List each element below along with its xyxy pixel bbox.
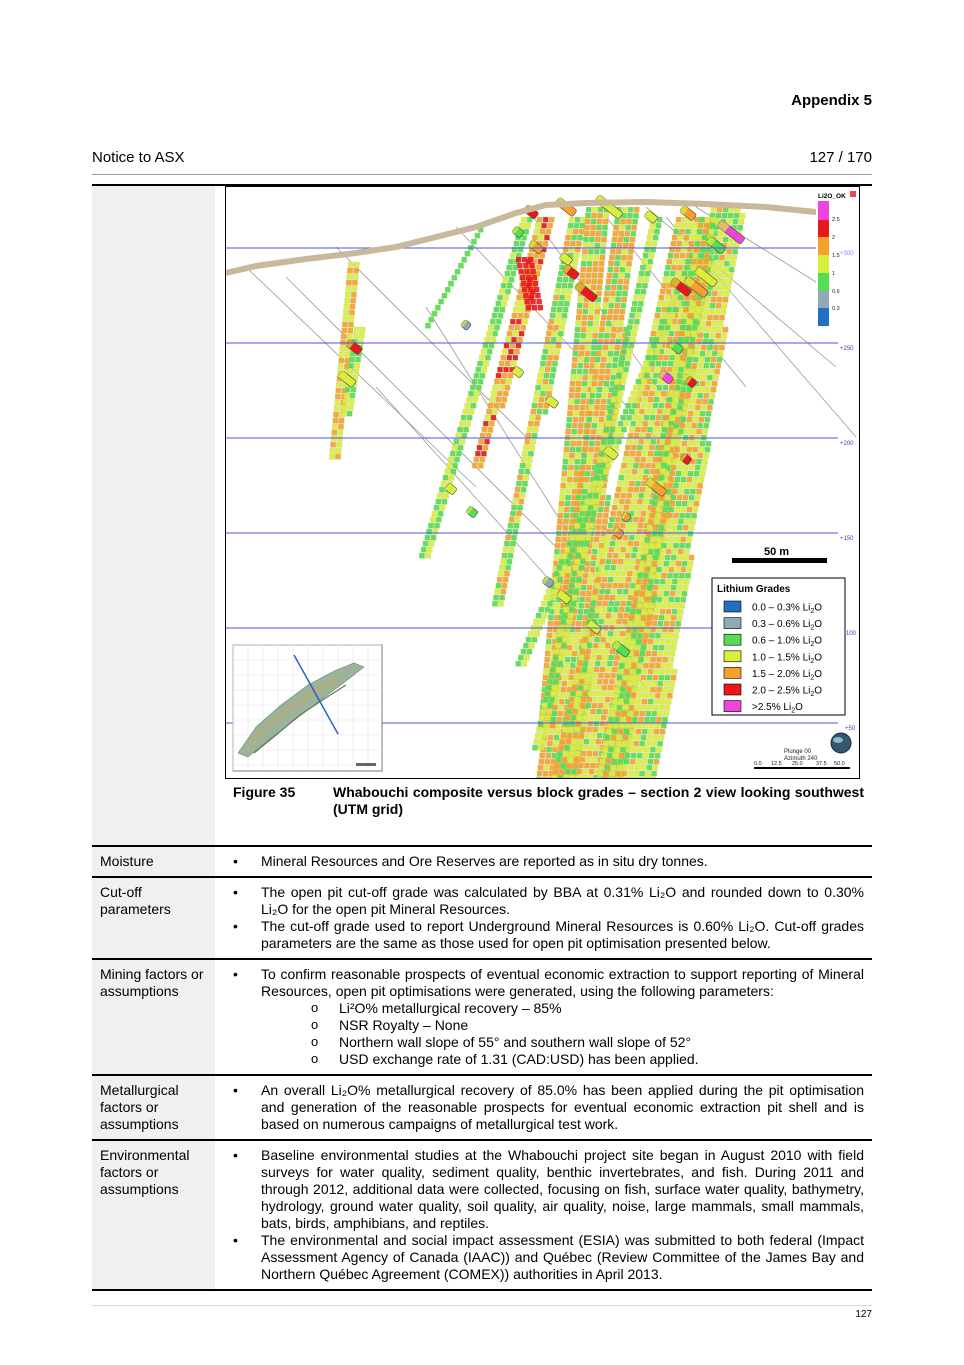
figure-row <box>92 184 872 845</box>
inset-plan-view <box>233 645 382 771</box>
appendix-label: Appendix 5 <box>791 92 872 109</box>
criteria-commentary <box>215 846 872 877</box>
legend-label: >2.5% $Li_2O$ <box>752 702 803 715</box>
colorbar-tick: 1.5 <box>832 253 840 259</box>
figure-number: Figure 35 <box>233 784 296 800</box>
bullet-text: The cut-off grade used to report Underground Mineral Resources is 0.60% Li₂O. Cut-off grades parameters are the same as those used for open pit optimisation presented below. <box>261 918 864 951</box>
figure-label-cell <box>92 184 215 845</box>
sub-list-item: o USD exchange rate of 1.31 (CAD:USD) has been applied. <box>261 1051 864 1068</box>
criteria-label: Mining factors or assumptions <box>92 959 215 1075</box>
elevation-label: +50 <box>845 726 856 732</box>
criteria-label: Metallurgical factors or assumptions <box>92 1075 215 1140</box>
elevation-label: 100 <box>846 631 857 637</box>
criteria-commentary <box>215 1140 872 1290</box>
legend-swatch <box>724 667 741 678</box>
legend-swatch <box>724 651 741 662</box>
bullet-list <box>229 1082 864 1133</box>
table-row <box>92 1075 872 1140</box>
footer-divider <box>92 1305 872 1306</box>
lithium-grades-legend <box>712 578 845 715</box>
legend-swatch <box>724 601 741 612</box>
orientation-globe-icon <box>831 733 851 753</box>
scale-tick: 37.5 <box>816 761 827 767</box>
elevation-label: +200 <box>840 441 854 447</box>
legend-swatch <box>724 634 741 645</box>
sub-list-item: o Li²O% metallurgical recovery – 85% <box>261 1000 864 1017</box>
table-row <box>92 959 872 1075</box>
list-item <box>229 1082 864 1133</box>
bullet-list <box>229 966 864 1068</box>
scale-tick: 12.5 <box>771 761 782 767</box>
sub-bullet-list <box>261 1000 864 1068</box>
page-counter: 127 / 170 <box>809 149 872 166</box>
jorc-criteria-table <box>92 845 872 1291</box>
legend-title: Lithium Grades <box>717 584 791 595</box>
bullet-text: The environmental and social impact assessment (ESIA) was submitted to both federal (Impact Assessment Agency of Canada (IAAC)) and Québec (Review Committee of the James Bay and Northern Québec Agreement (COMEX)) authorities in April 2013. <box>261 1232 864 1282</box>
legend-swatch <box>724 684 741 695</box>
elevation-label: +300 <box>840 251 854 257</box>
colorbar-tick: 1 <box>832 271 836 277</box>
bullet-text: The open pit cut-off grade was calculated by BBA at 0.31% Li₂O and rounded down to 0.30% Li₂O for the open pit Mineral Resources. <box>261 884 864 917</box>
bullet-list <box>229 884 864 952</box>
bullet-text: Baseline environmental studies at the Whabouchi project site began in August 2010 with field surveys for water quality, sediment quality, benthic invertebrates, and fish. During 2011 and through 2012, additional data were collected, focusing on fish, surface water quality, bathymetry, hydrology, ground water quality, soil quality, air quality, noise, large mammals, small mammals, bats, birds, amphibians, and reptiles. <box>261 1147 864 1231</box>
table-row <box>92 1140 872 1290</box>
legend-label: 0.0 – 0.3% $Li_2O$ <box>752 602 823 615</box>
scale-tick: 25.0 <box>792 761 803 767</box>
scale-bar-label: 50 m <box>764 546 790 558</box>
list-item <box>229 966 864 1068</box>
sub-list-item: o Northern wall slope of 55° and southern wall slope of 52° <box>261 1034 864 1051</box>
list-item <box>229 853 864 870</box>
scale-tick: 50.0 <box>834 761 845 767</box>
legend-label: 0.3 – 0.6% $Li_2O$ <box>752 619 823 632</box>
bullet-list <box>229 1147 864 1283</box>
page-number: 127 <box>855 1309 872 1320</box>
list-item <box>229 1147 864 1232</box>
bullet-list <box>229 853 864 870</box>
header-divider <box>92 174 872 175</box>
legend-label: 0.6 – 1.0% $Li_2O$ <box>752 635 823 649</box>
table-row <box>92 846 872 877</box>
criteria-label: Environmental factors or assumptions <box>92 1140 215 1290</box>
figure-caption-text: Whabouchi composite versus block grades – section 2 view looking southwest (UTM grid) <box>333 784 864 817</box>
scale-tick: 0.0 <box>754 761 762 767</box>
colorbar-title: Li2O_OK <box>818 193 846 200</box>
bullet-text: Mineral Resources and Ore Reserves are reported as in situ dry tonnes. <box>261 853 708 869</box>
criteria-commentary <box>215 959 872 1075</box>
section-view-graphic <box>226 187 859 778</box>
plunge-label: Plunge 00 <box>784 749 812 755</box>
list-item <box>229 884 864 918</box>
azimuth-label: Azimuth 240 <box>784 756 818 762</box>
criteria-label: Cut-off parameters <box>92 877 215 959</box>
figure-image <box>225 186 860 779</box>
list-item <box>229 1232 864 1283</box>
bullet-text: To confirm reasonable prospects of eventual economic extraction to support reporting of Mineral Resources, open pit optimisations were generated, using the following parameters: <box>261 966 864 999</box>
page-header <box>92 149 872 166</box>
criteria-label: Moisture <box>92 846 215 877</box>
legend-label: 1.5 – 2.0% $Li_2O$ <box>752 668 823 682</box>
sub-list-item: o NSR Royalty – None <box>261 1017 864 1034</box>
colorbar-tick: 2.5 <box>832 217 840 223</box>
document-title: Notice to ASX <box>92 149 185 166</box>
colorbar-tick: 2 <box>832 235 836 241</box>
legend-label: 1.0 – 1.5% $Li_2O$ <box>752 652 823 665</box>
list-item <box>229 918 864 952</box>
bullet-text: An overall Li₂O% metallurgical recovery of 85.0% has been applied during the pit optimisation and generation of the reasonable prospects for eventual economic extraction pit shell and is based on numerous campaigns of metallurgical test work. <box>261 1082 864 1132</box>
criteria-commentary <box>215 1075 872 1140</box>
table-row <box>92 877 872 959</box>
elevation-label: +250 <box>840 346 854 352</box>
legend-swatch <box>724 701 741 712</box>
elevation-label: +150 <box>840 536 854 542</box>
legend-label: 2.0 – 2.5% $Li_2O$ <box>752 685 823 698</box>
legend-swatch <box>724 618 741 629</box>
colorbar-tick: 0.3 <box>832 306 840 312</box>
criteria-commentary <box>215 877 872 959</box>
colorbar-tick: 0.6 <box>832 289 840 295</box>
grade-colorbar <box>816 189 859 327</box>
